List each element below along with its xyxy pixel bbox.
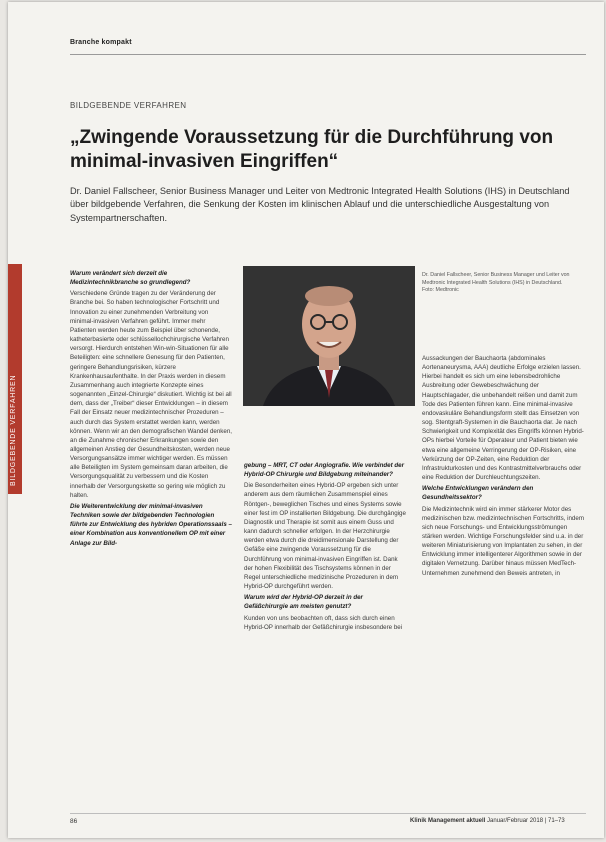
page-number: 86	[70, 818, 78, 825]
portrait-illustration	[243, 266, 415, 406]
caption-credit: Foto: Medtronic	[422, 287, 459, 294]
interview-answer: Kunden von uns beobachten oft, dass sich durch einen Hybrid-OP innerhalb der Gefäßchirurgie insbesondere bei	[244, 614, 403, 631]
interview-question: Warum wird der Hybrid-OP derzeit in der Gefäßchirurgie am meisten genutzt?	[244, 594, 363, 611]
article-kicker: BILDGEBENDE VERFAHREN	[70, 101, 187, 110]
text-column-3	[422, 354, 586, 811]
footer-divider	[70, 813, 586, 814]
portrait-photo	[243, 266, 415, 406]
photo-caption	[422, 272, 586, 295]
text-column-2	[244, 461, 408, 811]
interview-question: Die Weiterentwicklung der minimal-invasiven Techniken sowie der bildgebenden Technologien führte zur Entwicklung des hybriden Operationssaals – einer Kombination aus konventionellem OP mit einer Anlage zur Bild-	[70, 502, 232, 547]
footer-publication: Klinik Management aktuell Januar/Februar 2018 | 71–73	[410, 818, 565, 824]
caption-text: Dr. Daniel Fallscheer, Senior Business Manager und Leiter von Medtronic Integrated Health Solutions (IHS) in Deutschland.	[422, 272, 570, 286]
magazine-page	[8, 2, 604, 838]
section-side-tab	[8, 264, 22, 494]
text-column-1	[70, 269, 232, 811]
issue-date: Januar/Februar 2018	[487, 818, 544, 824]
interview-answer: Die Medizintechnik wird ein immer stärkerer Motor des medizinischen bzw. medizintechnischen Fortschritts, indem sich neue Forschungs- und Entwicklungsströmungen stärken werden. Wichtige Forschungsfelder sind u.a. in der weiteren Miniaturisierung von Implantaten zu sehen, in der Entwicklung immer intelligenterer Algorithmen sowie in der digitalen Vernetzung. Darüber hinaus müssen MedTech-Unternehmen zunehmend den Beweis antreten, in	[422, 505, 584, 577]
side-tab-label: BILDGEBENDE VERFAHREN	[10, 374, 17, 486]
header-divider	[70, 54, 586, 55]
interview-answer: Aussackungen der Bauchaorta (abdominales Aortenaneurysma, AAA) deutliche Erfolge erzielen lassen. Hierbei handelt es sich um eine lebensbedrohliche Ausbreitung oder Gewebeschwächung der Hauptschlagader, die unbehandelt reißen und damit zum Tode des Patienten führen kann. Eine minimal-invasive endovaskuläre Behandlungsform stellt das Einsetzen von sog. Stentgraft-Systemen in die Bauchaorta dar. Je nach Schwierigkeit und Komplexität des Eingriffs können Hybrid-OPs hierbei Vorteile für Operateur und Patient bieten wie etwa eine allgemeine Verringerung der OP-Risiken, eine Verkürzung der OP-Zeiten, eine Reduktion der Infrastrukturkosten und des Kontrastmittelverbrauchs oder eine Reduktion der Durchleuchtungszeiten.	[422, 355, 584, 482]
article-headline: „Zwingende Voraussetzung für die Durchführung von minimal-invasiven Eingriffen“	[70, 127, 554, 172]
interview-question: Welche Entwicklungen verändern den Gesundheitssektor?	[422, 485, 534, 502]
publication-name: Klinik Management aktuell	[410, 818, 486, 824]
interview-question: Warum verändert sich derzeit die Medizintechnikbranche so grundlegend?	[70, 270, 191, 287]
page-range: 71–73	[547, 818, 565, 824]
article-lead: Dr. Daniel Fallscheer, Senior Business Manager und Leiter von Medtronic Integrated Health Solutions (IHS) in Deutschland über bildgebende Verfahren, die Senkung der Kosten im klinischen Ablauf und die unterschiedliche Ausgestaltung von Systempartnerschaften.	[70, 186, 570, 223]
interview-question: gebung – MRT, CT oder Angiografie. Wie verbindet der Hybrid-OP Chirurgie und Bildgebung miteinander?	[244, 462, 405, 479]
interview-answer: Verschiedene Gründe tragen zu der Veränderung der Branche bei. So haben technologischer Fortschritt und Innovation zu einer zunehmenden Verbreitung von minimal-invasiven Verfahren geführt. Immer mehr Patienten werden heute zum Beispiel über schonende, katheterbasierte oder schlüssellochchirurgische Verfahren versorgt. Hierdurch entstehen Win-win-Situationen für alle Beteiligten: eine schnellere Genesung für den Patienten, geringere Behandlungsrisiken, kürzere Krankenhausaufenthalte. In der Praxis werden in diesem Zusammenhang auch integrierte Konzepte eines sogenannten „Einzel-Chirurgie“ diskutiert. Wichtig ist bei all dem, dass der „Treiber“ dieser Entwicklungen – in diesem Fall der Einsatz neuer medizintechnischer Prozeduren – auch durch das System erstattet werden kann, werden können. Wenn wir an den demografischen Wandel denken, an die Zunahme chronischer Erkrankungen sowie den allgemeinen Anstieg der Gesundheitskosten, werden neue Versorgungsansätze immer wichtiger werden. Es müssen alle Beteiligten im System gemeinsam daran arbeiten, die Versorgungsqualität zu verbessern und die Kosten innerhalb der Versorgungskette so gering wie möglich zu halten.	[70, 290, 232, 499]
section-rubric: Branche kompakt	[70, 39, 132, 46]
interview-answer: Die Besonderheiten eines Hybrid-OP ergeben sich unter anderem aus dem räumlichen Zusammenspiel eines Röntgen-, beweglichen Tisches und eines Systems sowie einer fest im OP installierten Bildgebung. Die durchgängige Diagnostik und Therapie ist somit aus einem Guss und kann dadurch schneller erfolgen. In der Herzchirurgie werden etwa durch die dreidimensionale Darstellung der Gefäße eine zwingende Voraussetzung für die Durchführung von minimal-invasiven Eingriffen ist. Dank der hohen Flexibilität des Tischsystems können in der Regel unterschiedliche medizinische Prozeduren in dem Hybrid-OP durchgeführt werden.	[244, 482, 406, 591]
